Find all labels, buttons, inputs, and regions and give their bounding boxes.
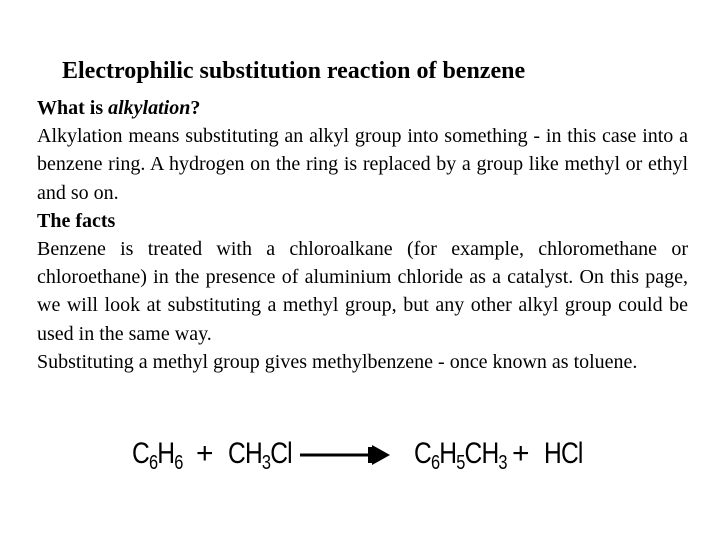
question-lead: What is — [37, 97, 109, 119]
facts-paragraph: Benzene is treated with a chloroalkane (for example, chloromethane or chloroethane) in the presence of aluminium chloride as a catalyst. On this page, we will look at substituting a methyl group, but any other alkyl group could be used in the same way. — [37, 238, 688, 345]
definition-paragraph: Alkylation means substituting an alkyl group into something - in this case into a benzene ring. A hydrogen on the ring is replaced by a group like methyl or ethyl and so on. — [37, 125, 688, 204]
product-methylbenzene: $C_6H_5CH_3$ — [414, 437, 507, 474]
reactant-benzene: $C_6H_6$ — [132, 437, 183, 474]
plus-sign: + — [196, 437, 214, 470]
product-hydrogen-chloride: HCl — [544, 437, 583, 470]
question-term: alkylation — [108, 97, 191, 119]
result-paragraph: Substituting a methyl group gives methylbenzene - once known as toluene. — [37, 350, 638, 373]
question-line — [37, 94, 688, 122]
facts-heading: The facts — [37, 209, 116, 232]
body-text — [37, 94, 688, 376]
plus-sign: + — [512, 437, 530, 470]
reactant-chloromethane: $CH_3Cl$ — [228, 437, 292, 474]
right-arrow-icon — [300, 442, 394, 468]
question-mark: ? — [190, 97, 201, 119]
slide-title: Electrophilic substitution reaction of benzene — [62, 58, 526, 84]
